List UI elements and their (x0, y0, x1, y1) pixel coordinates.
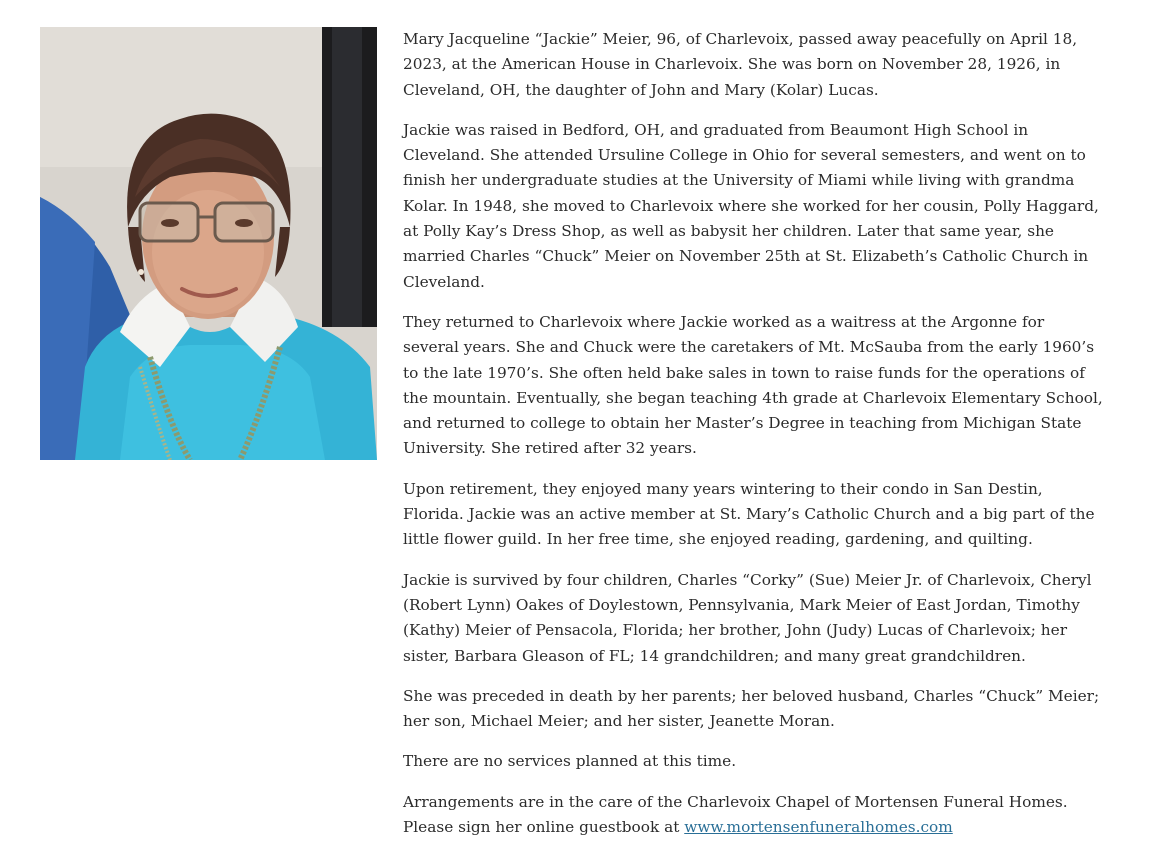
paragraph-career: They returned to Charlevoix where Jackie worked as a waitress at the Argonne for several years. She and Chuck were the caretakers of Mt. McSauba from the early 1960’s to the late 1970’s. She often held bake sales in town to raise funds for the operations of the mountain. Eventually, she began teaching 4th grade at Charlevoix Elementary School, and returned to college to obtain her Master’s Degree in teaching from Michigan State University. She retired after 32 years. (403, 312, 1103, 458)
paragraph-retirement: Upon retirement, they enjoyed many years wintering to their condo in San Destin, Florida. Jackie was an active member at St. Mary’s Catholic Church and a big part of the little flower guild. In her free time, she enjoyed reading, gardening, and quilting. (403, 479, 1095, 549)
paragraph-services: There are no services planned at this time. (403, 752, 737, 771)
obituary-photo (40, 27, 377, 460)
paragraph-death-notice: Mary Jacqueline “Jackie” Meier, 96, of Charlevoix, passed away peacefully on April 18, 2023, at the American House in Charlevoix. She was born on November 28, 1926, in Cleveland, OH, the daughter of John and Mary (Kolar) Lucas. (403, 30, 1078, 99)
paragraph-early-life: Jackie was raised in Bedford, OH, and graduated from Beaumont High School in Cleveland. She attended Ursuline College in Ohio for several semesters, and went on to finish her undergraduate studies at the University of Miami while living with grandma Kolar. In 1948, she moved to Charlevoix where she worked for her cousin, Polly Haggard, at Polly Kay’s Dress Shop, as well as babysit her children. Later that same year, she married Charles “Chuck” Meier on November 25th at St. Elizabeth’s Catholic Church in Cleveland. (403, 120, 1099, 291)
obituary-text (403, 27, 1103, 855)
paragraph-survivors: Jackie is survived by four children, Charles “Corky” (Sue) Meier Jr. of Charlevoix, Cheryl (Robert Lynn) Oakes of Doylestown, Pennsylvania, Mark Meier of East Jordan, Timothy (Kathy) Meier of Pensacola, Florida; her brother, John (Judy) Lucas of Charlevoix; her sister, Barbara Gleason of FL; 14 grandchildren; and many great grandchildren. (403, 570, 1092, 665)
paragraph-preceded-in-death: She was preceded in death by her parents; her beloved husband, Charles “Chuck” Meier; her son, Michael Meier; and her sister, Jeanette Moran. (403, 686, 1100, 731)
arrangements-text: Arrangements are in the care of the Charlevoix Chapel of Mortensen Funeral Homes. Please sign her online guestbook at (403, 792, 1068, 837)
guestbook-link[interactable]: www.mortensenfuneralhomes.com (684, 818, 953, 837)
paragraph-arrangements (403, 790, 1103, 841)
